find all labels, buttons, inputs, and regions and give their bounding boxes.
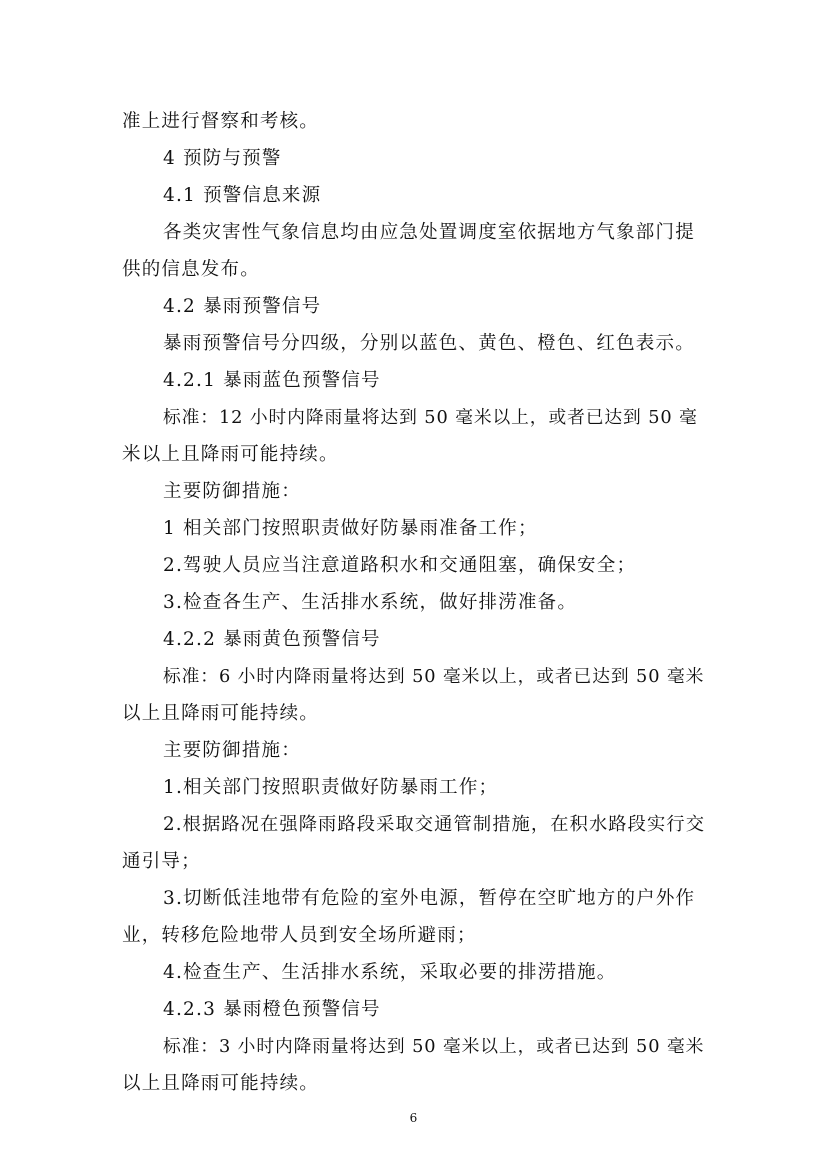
text-line: 通引导； [122, 851, 201, 872]
list-item: 3.检查各生产、生活排水系统，做好排涝准备。 [163, 592, 578, 613]
text-line: 业，转移危险地带人员到安全场所避雨； [122, 925, 477, 946]
page-number: 6 [409, 1111, 418, 1125]
text-line: 供的信息发布。 [122, 259, 260, 280]
text-line: 主要防御措施： [163, 740, 301, 761]
list-item: 2.驾驶人员应当注意道路积水和交通阻塞，确保安全； [163, 555, 637, 576]
text-line: 各类灾害性气象信息均由应急处置调度室依据地方气象部门提 [163, 222, 695, 243]
subsection-heading: 4.1 预警信息来源 [163, 185, 322, 206]
section-heading: 4 预防与预警 [163, 148, 282, 169]
subsection-heading: 4.2.2 暴雨黄色预警信号 [163, 629, 381, 650]
list-item: 1.相关部门按照职责做好防暴雨工作； [163, 777, 499, 798]
subsection-heading: 4.2.1 暴雨蓝色预警信号 [163, 370, 381, 391]
text-line: 主要防御措施： [163, 481, 301, 502]
text-line: 标准：6 小时内降雨量将达到 50 毫米以上，或者已达到 50 毫米 [163, 667, 705, 687]
list-item: 2.根据路况在强降雨路段采取交通管制措施，在积水路段实行交 [163, 814, 706, 835]
text-line: 暴雨预警信号分四级，分别以蓝色、黄色、橙色、红色表示。 [163, 333, 695, 354]
subsection-heading: 4.2 暴雨预警信号 [163, 296, 322, 317]
text-line: 米以上且降雨可能持续。 [122, 444, 339, 465]
text-line: 以上且降雨可能持续。 [122, 703, 320, 724]
text-line: 以上且降雨可能持续。 [122, 1073, 320, 1094]
text-line: 标准：12 小时内降雨量将达到 50 毫米以上，或者已达到 50 毫 [163, 408, 698, 428]
text-line: 标准：3 小时内降雨量将达到 50 毫米以上，或者已达到 50 毫米 [163, 1037, 705, 1057]
list-item: 3.切断低洼地带有危险的室外电源，暂停在空旷地方的户外作 [163, 888, 696, 909]
list-item: 4.检查生产、生活排水系统，采取必要的排涝措施。 [163, 962, 617, 983]
list-item: 1 相关部门按照职责做好防暴雨准备工作； [163, 518, 538, 539]
subsection-heading: 4.2.3 暴雨橙色预警信号 [163, 999, 381, 1020]
text-line: 准上进行督察和考核。 [122, 111, 320, 132]
